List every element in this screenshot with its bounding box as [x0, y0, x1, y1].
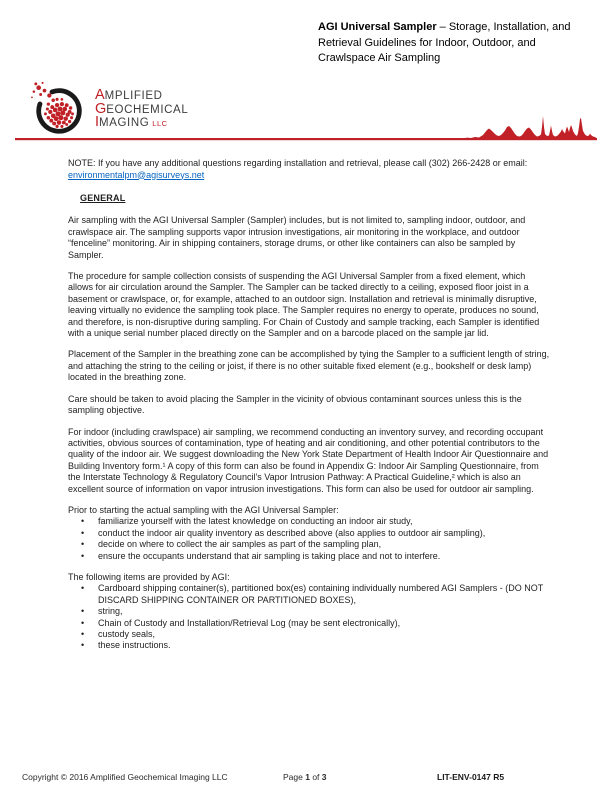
footer-of-word: of [309, 772, 322, 782]
note-text: NOTE: If you have any additional questions regarding installation and retrieval, please call (302) 266-2428 or email: [68, 158, 528, 168]
page-title [318, 20, 594, 67]
page-title-rest: – Storage, Installation, and Retrieval Guidelines for Indoor, Outdoor, and Crawlspace Air Sampling [318, 21, 571, 64]
footer-page-total: 3 [321, 772, 327, 782]
list-item: • string, [68, 606, 550, 617]
provided-list-intro: The following items are provided by AGI: [68, 571, 230, 582]
document-body [68, 193, 550, 662]
list-item: • custody seals, [68, 629, 550, 640]
list-item: • conduct the indoor air quality inventory as described above (also applies to outdoor air sampling), [68, 528, 550, 539]
prior-list [68, 516, 550, 562]
footer-document-id: LIT-ENV-0147 R5 [437, 772, 505, 782]
provided-list [68, 583, 550, 651]
footer-page-word: Page [283, 772, 306, 782]
list-item: • ensure the occupants understand that air sampling is taking place and not to interfere. [68, 551, 550, 562]
footer-copyright: Copyright © 2016 Amplified Geochemical Imaging LLC [22, 772, 228, 782]
logo-letter-i: I [95, 114, 100, 131]
logo-word-imaging: MAGING [99, 117, 150, 130]
logo-letter-g: G [95, 100, 107, 117]
paragraph-procedure: The procedure for sample collection consists of suspending the AGI Universal Sampler from a fixed element, which allows for air circulation around the Sampler. The Sampler can be tacked directly to a ceiling, exposed floor joist in a basement or crawlspace, or, for example, attached to an outdoor sign. Installation and retrieval is minimally disruptive, leaving virtually no evidence the sampling took place. The Sampler requires no energy to operate, produces no sound, and therefore, is non-disruptive during sampling. For Chain of Custody and sample tracking, each Sampler is identified with a unique serial number placed directly on the Sampler and on a barcode placed on the sample jar lid. [68, 271, 540, 339]
prior-list-intro: Prior to starting the actual sampling with the AGI Universal Sampler: [68, 504, 339, 515]
paragraph-contaminant-sources: Care should be taken to avoid placing the Sampler in the vicinity of obvious contaminant sources unless this is the sampling objective. [68, 393, 522, 416]
logo-word-amplified: MPLIFIED [104, 90, 163, 103]
footer-page-current: 1 [305, 772, 310, 782]
list-item: • Chain of Custody and Installation/Retrieval Log (may be sent electronically), [68, 618, 550, 629]
list-item: • decide on where to collect the air samples as part of the sampling plan, [68, 539, 550, 550]
footer-page-number [283, 772, 327, 782]
paragraph-breathing-zone: Placement of the Sampler in the breathing zone can be accomplished by tying the Sampler to a sufficient length of string, and attaching the string to the ceiling or joist, if there is no other suitable fixed element (e.g., bookshelf or desk lamp) located in the breathing zone. [68, 349, 550, 383]
list-item: • these instructions. [68, 640, 550, 651]
general-heading: GENERAL [80, 193, 126, 203]
list-item: • Cardboard shipping container(s), partitioned box(es) containing individually numbered AGI Samplers - (DO NOT DISCARD SHIPPING CONTAINER OR PARTITIONED BOXES), [68, 583, 550, 606]
logo-llc-suffix: LLC [152, 119, 168, 129]
company-name-line1 [95, 89, 188, 103]
logo-letter-a: A [95, 87, 105, 104]
header-divider-chromatogram [15, 113, 597, 142]
logo-word-geochemical: EOCHEMICAL [106, 103, 189, 116]
page-title-bold: AGI Universal Sampler [318, 21, 437, 33]
chromatogram-graphic [15, 113, 597, 142]
email-link[interactable]: environmentalpm@agisurveys.net [68, 169, 205, 180]
list-item: • familiarize yourself with the latest knowledge on conducting an indoor air study, [68, 516, 550, 527]
paragraph-inventory-survey: For indoor (including crawlspace) air sampling, we recommend conducting an inventory survey, and recording occupant activities, obvious sources of contamination, type of heating and air conditioning, and other potential contributors to the quality of the indoor air. We suggest downloading the New York State Department of Health Indoor Air Questionnaire and Building Inventory form.¹ A copy of this form can also be found in Appendix G: Indoor Air Sampling Questionnaire, from the Interstate Technology & Regulatory Council’s Vapor Intrusion Pathway: A Practical Guideline,² which is also an excellent source of information on vapor intrusion investigations. This form can also be used for outdoor air sampling. [68, 426, 549, 494]
paragraph-air-sampling-overview: Air sampling with the AGI Universal Sampler (Sampler) includes, but is not limited to, sampling indoor, outdoor, and crawlspace air. The sampling supports vapor intrusion investigations, air monitoring in the workplace, and outdoor “fenceline” monitoring. Air in shipping containers, storage drums, or other like containers can also be sampled by Sampler. [68, 215, 526, 260]
note-block [68, 158, 550, 181]
